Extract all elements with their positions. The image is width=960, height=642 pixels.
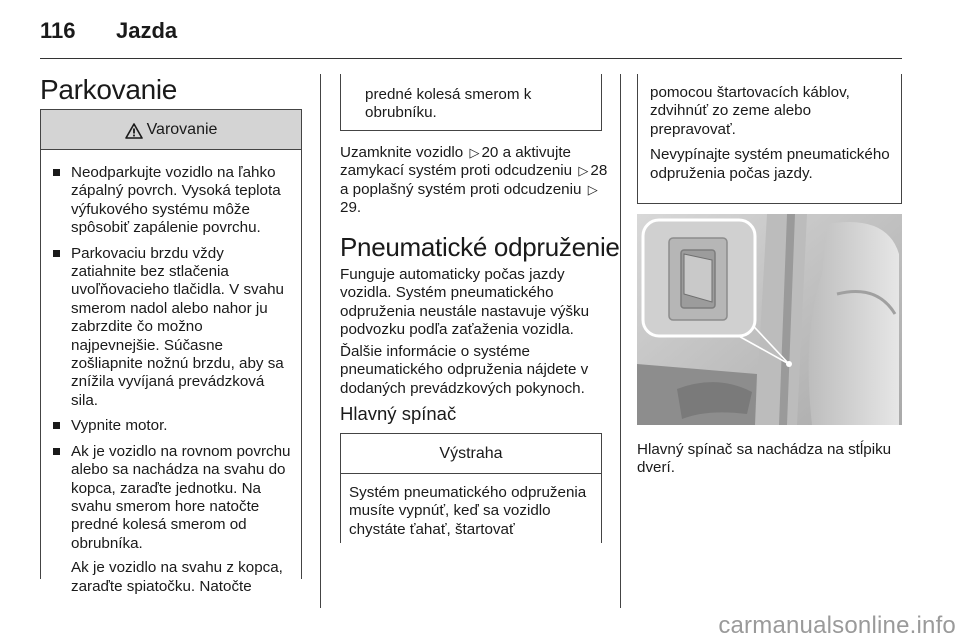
warning-triangle-icon — [125, 123, 143, 139]
lock-paragraph: Uzamknite vozidlo ▷ 20 a aktivujte zamykací systém proti odcudzeniu ▷ 28 a poplašný systém proti odcudzeniu ▷29. — [340, 144, 608, 217]
warning-box-header — [41, 110, 301, 150]
caution-box-header — [341, 434, 601, 474]
main-switch-photo — [637, 214, 902, 425]
paragraph-1: Funguje automaticky počas jazdy vozidla. Systém pneumatického odpruženia neustále nastavuje výšku podvozku podľa zaťaženia vozidla. — [340, 266, 590, 339]
subsection-title-hlavny-spinac: Hlavný spínač — [340, 403, 457, 424]
warning-list — [41, 150, 301, 596]
caution-box-text: Systém pneumatického odpruženia musíte vypnúť, keď sa vozidlo chystáte ťahať, štartovať — [349, 484, 587, 538]
list-item: Neodparkujte vozidlo na ľahko zápalný povrch. Vysoká teplota výfukového systému môže spôsobiť zapálenie povrchu. — [53, 164, 291, 238]
page-ref-arrow-icon: ▷ — [587, 181, 598, 197]
page-number: 116 — [40, 18, 76, 43]
column-separator-1 — [320, 74, 321, 608]
list-item-continuation: Ak je vozidlo na svahu z kopca, zaraďte spiatočku. Natočte — [71, 559, 283, 595]
section-title-pneumaticke-odpruzenie: Pneumatické odpruženie — [340, 232, 620, 262]
list-item: Vypnite motor. — [53, 417, 291, 435]
caution-box — [340, 433, 602, 543]
column-separator-2 — [620, 74, 621, 608]
warning-box — [40, 109, 302, 595]
header-rule — [40, 58, 902, 59]
door-pillar-illustration — [637, 214, 902, 425]
chapter-title: Jazda — [116, 18, 178, 43]
watermark: carmanualsonline.info — [718, 612, 956, 639]
list-item: Ak je vozidlo na rovnom povrchu alebo sa nachádza na svahu do kopca, zaraďte jednotku. Na svahu smerom hore natočte predné kolesá smerom od obrubníka. Ak je vozidlo na svahu z kopca, zaraďte spiatočku. Natočte — [53, 443, 291, 596]
paragraph-2: Ďalšie informácie o systéme pneumatického odpruženia nájdete v dodaných prevádzkových pokynoch. — [340, 343, 589, 397]
warning-box-title: Varovanie — [146, 120, 218, 138]
page-header — [40, 18, 177, 46]
caution-box-continuation: pomocou štartovacích káblov, zdvihnúť zo zeme alebo prepravovať. Nevypínajte systém pneumatického odpruženia počas jazdy. — [637, 74, 902, 204]
caution-box-title: Výstraha — [439, 444, 503, 462]
page-ref-arrow-icon: ▷ — [578, 163, 589, 179]
list-item: Parkovaciu brzdu vždy zatiahnite bez stlačenia uvoľňovacieho tlačidla. V svahu smerom nadol alebo nahor ju zabrzdite čo možno najpevnejšie. Súčasne zošliapnite nožnú brzdu, aby sa znížila vyvíjaná prevádzková sila. — [53, 245, 291, 411]
page-ref-arrow-icon: ▷ — [469, 145, 480, 160]
photo-caption: Hlavný spínač sa nachádza na stĺpiku dverí. — [637, 441, 892, 477]
section-title-parkovanie: Parkovanie — [40, 74, 178, 105]
warning-box-continuation: predné kolesá smerom k obrubníku. — [340, 74, 602, 131]
